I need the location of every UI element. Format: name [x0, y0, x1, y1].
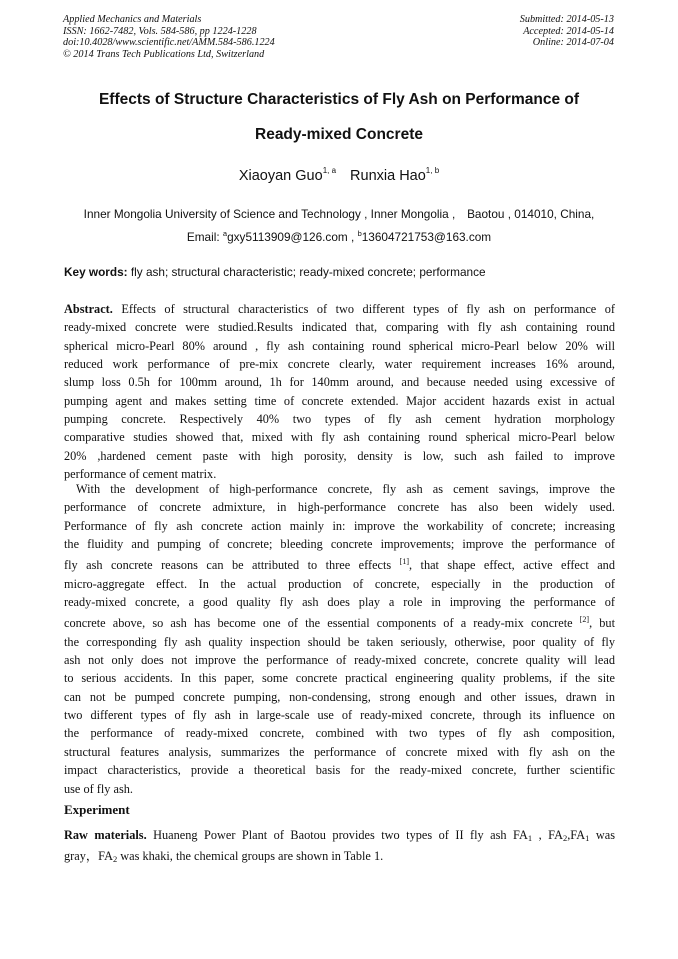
subscript: 1 — [527, 833, 533, 843]
email-mark: a — [222, 229, 228, 238]
intro-text: fly ash concrete reasons can be attributed to three effects — [64, 558, 400, 573]
abstract-line — [64, 300, 615, 318]
intro-text: , but — [589, 616, 615, 631]
subscript: 2 — [562, 833, 568, 843]
online-date: Online: 2014-07-04 — [532, 37, 614, 49]
intro-line: ready-mixed concrete, a good quality fly ash does play a role in improving the performance of — [64, 595, 615, 610]
keywords — [64, 265, 616, 279]
raw-text: Huaneng Power Plant of Baotou provides two types of II fly ash FA — [146, 828, 528, 842]
abstract-line: reduced work performance of pre-mix concrete clearly, water requirement increases 16% around, — [64, 357, 615, 372]
paper-title-line-2: Ready-mixed Concrete — [255, 126, 423, 143]
affiliation: Inner Mongolia University of Science and Technology , Inner Mongolia , Baotou , 014010, China, — [83, 207, 595, 221]
intro-text: , that shape effect, active effect and — [409, 558, 615, 573]
section-heading-experiment: Experiment — [64, 802, 130, 817]
raw-text: ,FA — [567, 828, 586, 842]
submitted-date: Submitted: 2014-05-13 — [519, 14, 614, 25]
abstract-label: Abstract. — [64, 302, 113, 316]
email-address: 13604721753@163.com — [361, 230, 492, 244]
introduction — [64, 480, 615, 798]
author-list — [40, 166, 638, 184]
issn-line: ISSN: 1662-7482, Vols. 584-586, pp 1224-1228 — [63, 25, 257, 37]
keywords-text: fly ash; structural characteristic; ready-mixed concrete; performance — [127, 265, 486, 279]
journal-name: Applied Mechanics and Materials — [63, 14, 202, 25]
submission-dates — [520, 14, 614, 49]
accepted-date: Accepted: 2014-05-14 — [523, 25, 614, 37]
intro-text: concrete above, so ash has become one of the essential components of a ready-mix concrete — [64, 616, 580, 631]
email-label: Email: — [186, 230, 223, 244]
abstract-line: ready-mixed concrete were studied.Results indicated that, comparing with fly ash containing round — [64, 320, 615, 335]
raw-text: was — [589, 828, 615, 842]
paper-title-line-1: Effects of Structure Characteristics of Fly Ash on Performance of — [98, 91, 580, 108]
intro-line — [64, 611, 615, 632]
author-name: Xiaoyan Guo — [238, 168, 323, 184]
journal-info — [63, 14, 275, 60]
email-line — [40, 229, 638, 244]
subscript: 1 — [585, 833, 590, 843]
email-mark: b — [357, 229, 362, 238]
doi-line: doi:10.4028/www.scientific.net/AMM.584-586.1224 — [63, 37, 275, 49]
intro-line: structural features analysis, summarizes the performance of concrete mixed with fly ash on the — [64, 744, 615, 759]
author-name: Runxia Hao — [350, 168, 426, 184]
abstract-line: pumping agent and makes setting time of concrete extended. Major accident hazards exist in actual — [64, 393, 615, 408]
raw-line — [64, 826, 615, 847]
citation-ref[interactable]: [1] — [399, 557, 409, 567]
email-address: gxy5113909@126.com , — [227, 230, 358, 244]
abstract-line: comparative studies showed that, mixed with fly ash containing round spherical micro-Pearl below — [64, 430, 615, 445]
abstract — [64, 300, 615, 483]
raw-text: was khaki, the chemical groups are shown in Table 1. — [117, 849, 384, 864]
abstract-line: slump loss 0.5h for 100mm around, 1h for 140mm around, and because needed using excessive of — [64, 375, 615, 390]
subscript: 2 — [112, 854, 118, 865]
raw-text: gray，FA — [64, 849, 113, 864]
intro-line: to serious accidents. In this paper, some concrete practical engineering quality problems, if the site — [64, 671, 615, 686]
intro-line: can not be pumped concrete pumping, non-condensing, strong enough and other issues, drawn in — [64, 689, 615, 704]
intro-line — [64, 553, 615, 574]
intro-line: use of fly ash. — [64, 781, 133, 796]
copyright-line: © 2014 Trans Tech Publications Ltd, Switzerland — [63, 48, 265, 60]
abstract-line: pumping concrete. Respectively 40% two types of fly ash cement hydration morphology — [64, 412, 615, 427]
abstract-line: spherical micro-Pearl 80% around , fly ash containing round spherical micro-Pearl below 20% will — [64, 338, 615, 353]
intro-line: the fluidity and pumping of concrete; bleeding concrete improvements; improve the performance of — [64, 537, 615, 552]
intro-line: two different types of fly ash in large-scale use of ready-mixed concrete, through its influence on — [64, 708, 615, 723]
raw-materials-label: Raw materials. — [64, 828, 147, 842]
abstract-line: performance of cement matrix. — [64, 467, 217, 482]
abstract-text: Effects of structural characteristics of two different types of fly ash on performance of — [112, 302, 615, 316]
raw-line — [64, 847, 615, 868]
raw-text: , FA — [532, 828, 563, 842]
intro-line: the corresponding fly ash quality inspection should be taken seriously, otherwise, poor quality of fly — [64, 634, 615, 649]
citation-ref[interactable]: [2] — [579, 615, 590, 625]
intro-line: the performance of ready-mixed concrete, combined with two types of fly ash composition, — [64, 726, 615, 741]
author-affiliation-mark: 1, a — [322, 166, 337, 175]
intro-line: With the development of high-performance concrete, fly ash as cement savings, improve the — [76, 482, 615, 496]
intro-line: Performance of fly ash concrete action mainly in: improve the workability of concrete; increasing — [64, 518, 615, 533]
intro-line: impact characteristics, provide a theoretical basis for the ready-mixed concrete, further scientific — [64, 763, 615, 778]
author-affiliation-mark: 1, b — [425, 166, 440, 175]
intro-line: performance of concrete admixture, in high-performance concrete has also been widely used. — [64, 500, 615, 515]
intro-line: micro-aggregate effect. In the actual production of concrete, especially in the production of — [64, 576, 615, 591]
keywords-label: Key words: — [64, 265, 128, 279]
abstract-line: 20% ,hardened cement paste with high porosity, density is low, such ash failed to improve — [64, 448, 615, 463]
intro-line: ash not only does not improve the performance of ready-mixed concrete, concrete quality will lead — [64, 653, 615, 668]
raw-materials-paragraph — [64, 826, 615, 869]
